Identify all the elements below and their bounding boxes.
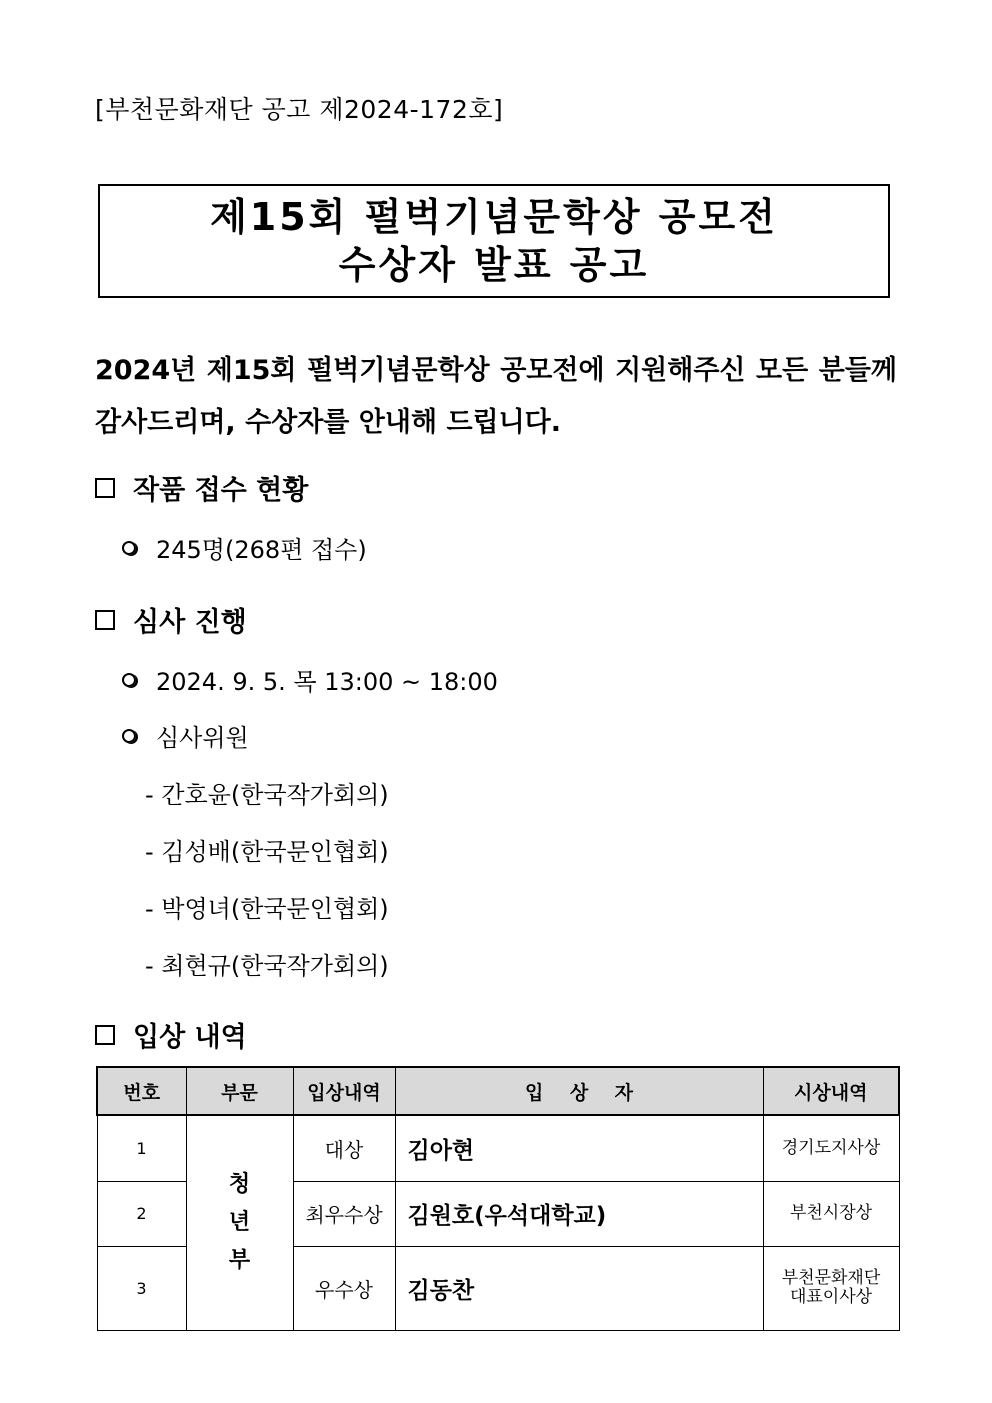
judge-item: - 간호윤(한국작가회의)	[145, 781, 389, 809]
section-judging	[95, 600, 247, 639]
title-line-2: 수상자 발표 공고	[338, 243, 650, 287]
submission-count-item	[122, 530, 367, 565]
header-honor: 시상내역	[763, 1067, 899, 1115]
title-box	[98, 184, 890, 298]
honor-cell: 부천시장상	[763, 1181, 899, 1246]
prize-cell: 대상	[293, 1115, 395, 1181]
circle-bullet-icon	[122, 541, 136, 555]
row-number: 3	[97, 1246, 186, 1330]
prize-cell: 최우수상	[293, 1181, 395, 1246]
row-number: 2	[97, 1181, 186, 1246]
table-header-row	[97, 1067, 899, 1115]
awards-table	[96, 1066, 900, 1331]
submission-count: 245명(268편 접수)	[156, 536, 367, 564]
judge-item: - 최현규(한국작가회의)	[145, 952, 389, 980]
judges-label-item	[122, 718, 249, 753]
winner-cell: 김원호(우석대학교)	[395, 1181, 763, 1246]
honor-cell: 경기도지사상	[763, 1115, 899, 1181]
division-cell: 청 년 부	[186, 1115, 293, 1330]
winner-cell: 김동찬	[395, 1246, 763, 1330]
section-awards	[95, 1015, 247, 1054]
intro-text: 2024년 제15회 펄벅기념문학상 공모전에 지원해주신 모든 분들께 감사드리며, 수상자를 안내해 드립니다.	[95, 355, 897, 438]
circle-bullet-icon	[122, 673, 136, 687]
winner-cell: 김아현	[395, 1115, 763, 1181]
title-line-1: 제15회 펄벅기념문학상 공모전	[210, 195, 778, 239]
square-bullet-icon	[95, 610, 115, 630]
honor-cell: 부천문화재단 대표이사상	[763, 1246, 899, 1330]
section-heading: 심사 진행	[133, 607, 247, 638]
header-number: 번호	[97, 1067, 186, 1115]
prize-cell: 우수상	[293, 1246, 395, 1330]
square-bullet-icon	[95, 1025, 115, 1045]
judging-datetime-item	[122, 662, 498, 697]
header-division: 부문	[186, 1067, 293, 1115]
table-row	[97, 1115, 899, 1181]
notice-number: [부천문화재단 공고 제2024-172호]	[95, 95, 504, 124]
circle-bullet-icon	[122, 729, 136, 743]
header-winner: 입 상 자	[395, 1067, 763, 1115]
header-prize: 입상내역	[293, 1067, 395, 1115]
section-heading: 작품 접수 현황	[133, 475, 309, 506]
section-heading: 입상 내역	[133, 1022, 247, 1053]
judges-label: 심사위원	[156, 724, 249, 752]
row-number: 1	[97, 1115, 186, 1181]
judge-item: - 김성배(한국문인협회)	[145, 838, 389, 866]
section-submissions	[95, 468, 308, 507]
square-bullet-icon	[95, 478, 115, 498]
judging-datetime: 2024. 9. 5. 목 13:00 ~ 18:00	[156, 668, 498, 696]
judge-item: - 박영녀(한국문인협회)	[145, 895, 389, 923]
